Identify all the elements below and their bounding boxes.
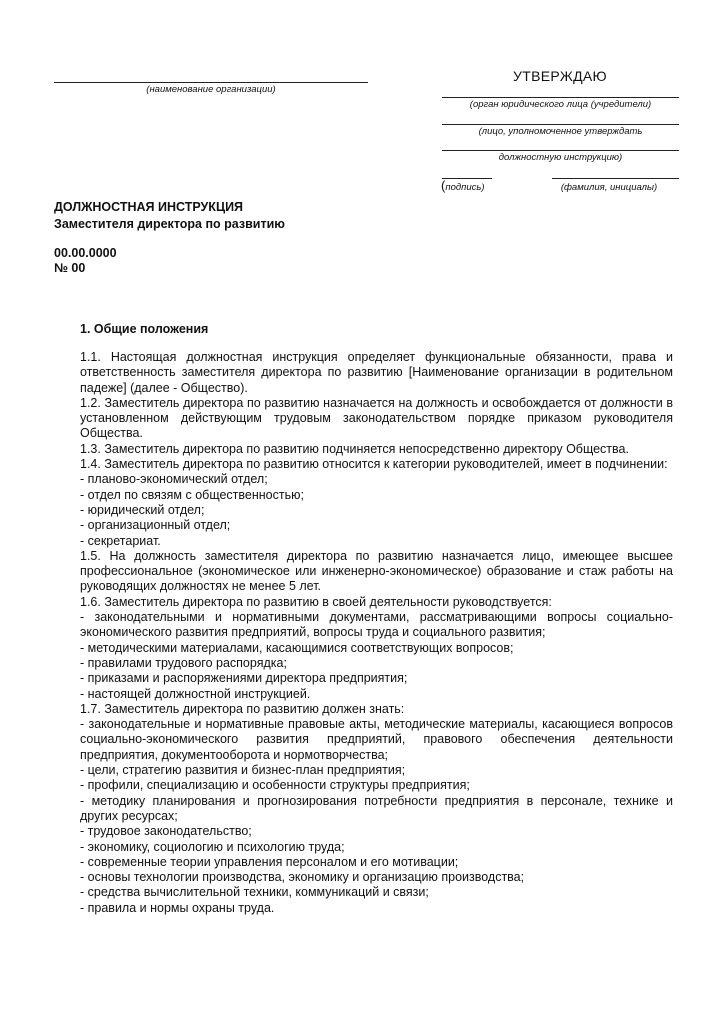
list-item: - секретариат. [80, 533, 161, 548]
list-item: - организационный отдел; [80, 518, 231, 533]
section-title: 1. Общие положения [80, 322, 209, 336]
signature-open-paren: ( [441, 178, 446, 193]
document-title: ДОЛЖНОСТНАЯ ИНСТРУКЦИЯ [54, 200, 244, 214]
document-number: № 00 [54, 261, 86, 275]
list-item: - настоящей должностной инструкцией. [80, 686, 311, 701]
section-body [80, 350, 673, 916]
org-name-line [54, 82, 368, 83]
paragraph: 1.3. Заместитель директора по развитию подчиняется непосредственно директору Общества. [80, 441, 629, 456]
org-name-caption: (наименование организации) [146, 84, 276, 95]
list-item: - экономику, социологию и психологию труда; [80, 839, 345, 854]
name-caption: (фамилия, инициалы) [560, 182, 658, 193]
name-line [552, 178, 679, 179]
list-item: - методическими материалами, касающимися соответствующих вопросов; [80, 640, 514, 655]
paragraph: 1.6. Заместитель директора по развитию в своей деятельности руководствуется: [80, 594, 552, 609]
paragraph: 1.5. На должность заместителя директора по развитию назначается лицо, имеющее высшее профессиональное (экономическое или инженерно-экономическое) образование и стаж работы на руководящих должностях не менее 5 лет. [80, 548, 673, 594]
paragraph: 1.1. Настоящая должностная инструкция определяет функциональные обязанности, права и ответственность заместителя директора по развитию [Наименование организации в родительном падеже] (далее - Общество). [80, 350, 673, 395]
list-item: - средства вычислительной техники, коммуникаций и связи; [80, 885, 429, 900]
list-item: - профили, специализацию и особенности структуры предприятия; [80, 778, 470, 793]
list-item: - основы технологии производства, экономику и организацию производства; [80, 870, 525, 885]
paragraph: 1.4. Заместитель директора по развитию относится к категории руководителей, имеет в подчинении: [80, 457, 668, 472]
signature-caption-text: подпись) [445, 182, 485, 193]
list-item: - современные теории управления персоналом и его мотивации; [80, 854, 459, 869]
approver-person-line [442, 124, 679, 125]
list-item: - отдел по связям с общественностью; [80, 487, 304, 502]
list-item: - правила и нормы охраны труда. [80, 900, 275, 915]
list-item: - законодательные и нормативные правовые акты, методические материалы, касающиеся вопросов социально-экономического развития предприятий, правового обеспечения деятельности предприятия, документооборота и нормотворчества; [80, 717, 673, 762]
list-item: - трудовое законодательство; [80, 824, 252, 839]
list-item: - правилами трудового распорядка; [80, 655, 287, 670]
list-item: - законодательными и нормативными документами, рассматривающими вопросы социально-экономического развития предприятий, вопросы труда и социального развития; [80, 610, 673, 640]
approver-body-line [442, 97, 679, 98]
list-item: - юридический отдел; [80, 502, 205, 517]
signature-caption [441, 180, 485, 194]
approver-instruction-line [442, 150, 679, 151]
list-item: - методику планирования и прогнозирования потребности предприятия в персонале, технике и других ресурсах; [80, 793, 673, 823]
list-item: - цели, стратегию развития и бизнес-план предприятия; [80, 763, 406, 778]
document-date: 00.00.0000 [54, 246, 117, 260]
list-item: - планово-экономический отдел; [80, 472, 268, 487]
signature-line [442, 178, 492, 179]
approve-title: УТВЕРЖДАЮ [513, 68, 607, 84]
paragraph: 1.2. Заместитель директора по развитию назначается на должность и освобождается от должности в установленном действующим трудовым законодательством порядке приказом руководителя Общества. [80, 395, 673, 441]
approver-person-caption: (лицо, уполномоченное утверждать [478, 126, 643, 137]
list-item: - приказами и распоряжениями директора предприятия; [80, 671, 408, 686]
approver-instruction-caption: должностную инструкцию) [498, 152, 623, 163]
approver-body-caption: (орган юридического лица (учредители) [469, 99, 652, 110]
document-subtitle: Заместителя директора по развитию [54, 217, 285, 231]
paragraph: 1.7. Заместитель директора по развитию должен знать: [80, 701, 405, 716]
